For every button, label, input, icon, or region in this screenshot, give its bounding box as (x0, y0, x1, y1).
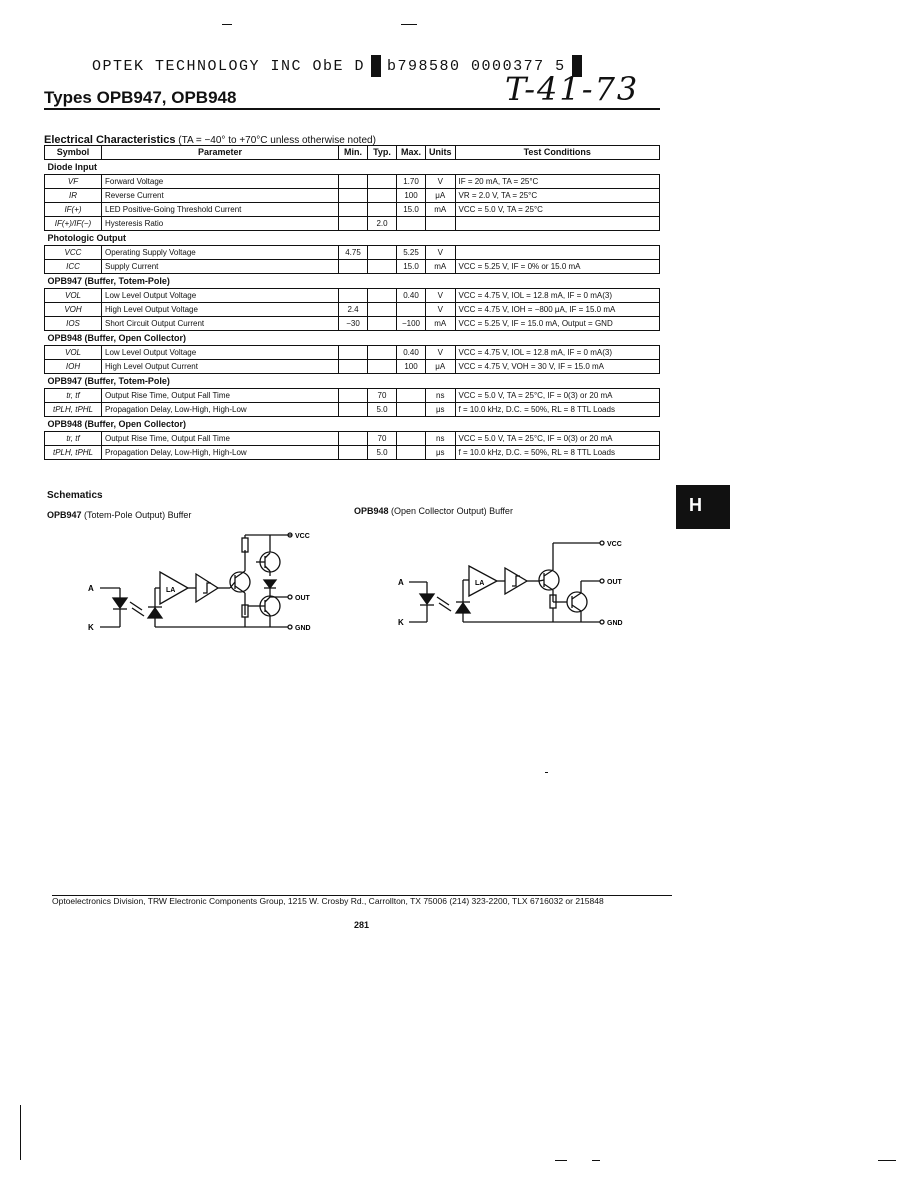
cell-parameter: Hysteresis Ratio (102, 217, 339, 231)
header-test-conditions: Test Conditions (455, 146, 660, 160)
cell-test-conditions: VR = 2.0 V, TA = 25°C (455, 189, 660, 203)
cell-test-conditions: f = 10.0 kHz, D.C. = 50%, RL = 8 TTL Loads (455, 403, 660, 417)
cell-units: μs (426, 403, 456, 417)
section-tab-h (676, 485, 730, 529)
cell-symbol: IF(+)/IF(−) (45, 217, 102, 231)
cell-units: mA (426, 260, 456, 274)
table-section-row (45, 417, 660, 432)
header-typ: Typ. (368, 146, 397, 160)
cell-min (339, 203, 368, 217)
gnd-label: GND (295, 625, 311, 632)
cell-min: 2.4 (339, 303, 368, 317)
cell-units: μA (426, 189, 456, 203)
cell-parameter: Reverse Current (102, 189, 339, 203)
scan-speck (592, 1160, 600, 1161)
cell-test-conditions: VCC = 4.75 V, IOL = 12.8 mA, IF = 0 mA(3) (455, 289, 660, 303)
cell-symbol: IOS (45, 317, 102, 331)
page-title: Types OPB947, OPB948 (44, 88, 237, 107)
table-row (45, 246, 660, 260)
cell-max: 15.0 (397, 203, 426, 217)
header-company: OPTEK TECHNOLOGY INC ObE D (92, 57, 366, 75)
table-row (45, 217, 660, 231)
cell-symbol: tr, tf (45, 432, 102, 446)
cell-test-conditions: VCC = 4.75 V, VOH = 30 V, IF = 15.0 mA (455, 360, 660, 374)
cell-units: V (426, 303, 456, 317)
cell-max (397, 217, 426, 231)
cell-typ: 70 (368, 389, 397, 403)
page-number: 281 (354, 920, 370, 930)
cell-max (397, 446, 426, 460)
opb948-schematic (395, 530, 635, 640)
cell-max: 1.70 (397, 175, 426, 189)
cell-symbol: tPLH, tPHL (45, 403, 102, 417)
cell-units: μA (426, 360, 456, 374)
cell-symbol: tr, tf (45, 389, 102, 403)
header-max: Max. (397, 146, 426, 160)
cell-min (339, 432, 368, 446)
table-row (45, 175, 660, 189)
cell-min (339, 175, 368, 189)
cell-test-conditions: IF = 20 mA, TA = 25°C (455, 175, 660, 189)
cell-parameter: Supply Current (102, 260, 339, 274)
table-row (45, 303, 660, 317)
section-title: Diode Input (47, 162, 97, 173)
cell-max: 15.0 (397, 260, 426, 274)
cell-units: V (426, 289, 456, 303)
cell-parameter: Low Level Output Voltage (102, 346, 339, 360)
anode-label: A (398, 578, 404, 587)
cell-units: ns (426, 389, 456, 403)
cell-symbol: VOL (45, 346, 102, 360)
out-label: OUT (607, 579, 622, 586)
cell-parameter: High Level Output Voltage (102, 303, 339, 317)
cell-min (339, 346, 368, 360)
opb947-schematic (80, 520, 330, 640)
cell-max (397, 389, 426, 403)
table-row (45, 346, 660, 360)
title-rule (44, 108, 660, 110)
cell-symbol: VOH (45, 303, 102, 317)
cell-symbol: ICC (45, 260, 102, 274)
table-row (45, 432, 660, 446)
cell-test-conditions (455, 217, 660, 231)
table-section-row (45, 331, 660, 346)
opb948-caption-part: OPB948 (354, 506, 389, 516)
cell-symbol: tPLH, tPHL (45, 446, 102, 460)
cell-min (339, 217, 368, 231)
amplifier-label: LA (475, 580, 485, 587)
table-row (45, 203, 660, 217)
cell-test-conditions (455, 246, 660, 260)
table-row (45, 189, 660, 203)
cell-min (339, 189, 368, 203)
cell-typ (368, 289, 397, 303)
cell-parameter: High Level Output Current (102, 360, 339, 374)
cell-max: 5.25 (397, 246, 426, 260)
cell-min: 4.75 (339, 246, 368, 260)
electrical-characteristics-table (44, 145, 660, 460)
cell-typ (368, 189, 397, 203)
cell-units: V (426, 246, 456, 260)
vcc-label: VCC (607, 541, 622, 548)
cell-units: V (426, 346, 456, 360)
scan-speck (545, 772, 548, 773)
cell-test-conditions: f = 10.0 kHz, D.C. = 50%, RL = 8 TTL Loads (455, 446, 660, 460)
cell-test-conditions: VCC = 5.0 V, TA = 25°C, IF = 0(3) or 20 mA (455, 432, 660, 446)
opb947-caption (47, 510, 191, 520)
section-title: OPB948 (Buffer, Open Collector) (47, 419, 187, 430)
table-section-row (45, 160, 660, 175)
anode-label: A (88, 584, 94, 593)
cell-symbol: VF (45, 175, 102, 189)
cell-parameter: LED Positive-Going Threshold Current (102, 203, 339, 217)
header-parameter: Parameter (102, 146, 339, 160)
cell-typ (368, 317, 397, 331)
cell-typ (368, 303, 397, 317)
cell-min (339, 260, 368, 274)
table-row (45, 446, 660, 460)
cell-test-conditions: VCC = 5.0 V, TA = 25°C (455, 203, 660, 217)
cell-parameter: Short Circuit Output Current (102, 317, 339, 331)
table-section-row (45, 374, 660, 389)
cell-units: ns (426, 432, 456, 446)
section-title: OPB948 (Buffer, Open Collector) (47, 333, 187, 344)
cell-symbol: IR (45, 189, 102, 203)
cell-symbol: VOL (45, 289, 102, 303)
cell-typ (368, 175, 397, 189)
header-symbol: Symbol (45, 146, 102, 160)
vcc-label: VCC (295, 533, 310, 540)
cell-symbol: IF(+) (45, 203, 102, 217)
cell-typ: 5.0 (368, 403, 397, 417)
section-title: Photologic Output (47, 233, 126, 244)
ec-title-bold: Electrical Characteristics (44, 134, 176, 146)
cell-typ: 2.0 (368, 217, 397, 231)
table-row (45, 289, 660, 303)
cell-typ: 5.0 (368, 446, 397, 460)
cell-typ (368, 346, 397, 360)
table-row (45, 260, 660, 274)
ec-title-conditions: (TA = −40° to +70°C unless otherwise noted) (178, 135, 376, 146)
section-tab-letter: H (689, 495, 702, 515)
scan-speck (222, 24, 232, 25)
cell-parameter: Forward Voltage (102, 175, 339, 189)
table-section-row (45, 274, 660, 289)
redaction-block (371, 55, 381, 77)
cell-typ: 70 (368, 432, 397, 446)
section-title: OPB947 (Buffer, Totem-Pole) (47, 276, 170, 287)
cell-min (339, 360, 368, 374)
opb947-caption-part: OPB947 (47, 510, 82, 520)
opb948-caption (354, 506, 513, 516)
table-header-row (45, 146, 660, 160)
cell-symbol: VCC (45, 246, 102, 260)
cell-parameter: Propagation Delay, Low-High, High-Low (102, 403, 339, 417)
cell-max: −100 (397, 317, 426, 331)
cell-test-conditions: VCC = 5.0 V, TA = 25°C, IF = 0(3) or 20 mA (455, 389, 660, 403)
cell-min (339, 389, 368, 403)
section-title: OPB947 (Buffer, Totem-Pole) (47, 376, 170, 387)
header-units: Units (426, 146, 456, 160)
cell-test-conditions: VCC = 5.25 V, IF = 0% or 15.0 mA (455, 260, 660, 274)
cell-parameter: Output Rise Time, Output Fall Time (102, 389, 339, 403)
cell-typ (368, 260, 397, 274)
cell-parameter: Output Rise Time, Output Fall Time (102, 432, 339, 446)
handwritten-note: T-41-73 (505, 70, 640, 108)
cell-units: mA (426, 203, 456, 217)
cell-max (397, 403, 426, 417)
cell-units (426, 217, 456, 231)
cathode-label: K (398, 618, 404, 627)
amplifier-label: LA (166, 587, 176, 594)
cell-units: μs (426, 446, 456, 460)
table-row (45, 360, 660, 374)
cell-test-conditions: VCC = 4.75 V, IOH = −800 μA, IF = 15.0 mA (455, 303, 660, 317)
cell-min (339, 289, 368, 303)
table-row (45, 389, 660, 403)
header-min: Min. (339, 146, 368, 160)
cell-max (397, 303, 426, 317)
opb948-caption-desc: (Open Collector Output) Buffer (391, 506, 513, 516)
cell-parameter: Low Level Output Voltage (102, 289, 339, 303)
gnd-label: GND (607, 620, 623, 627)
cell-symbol: IOH (45, 360, 102, 374)
footer-address: Optoelectronics Division, TRW Electronic Components Group, 1215 W. Crosby Rd., Carrollton, TX 75006 (214) 323-2200, TLX 6716032 or 215848 (52, 896, 604, 906)
cell-typ (368, 360, 397, 374)
table-section-row (45, 231, 660, 246)
header-doc-code: b798580 0000377 5 (387, 57, 566, 75)
cell-max: 100 (397, 189, 426, 203)
cell-max (397, 432, 426, 446)
schematics-title: Schematics (47, 490, 103, 501)
cathode-label: K (88, 623, 94, 632)
cell-units: mA (426, 317, 456, 331)
cell-min: −30 (339, 317, 368, 331)
cell-min (339, 403, 368, 417)
cell-typ (368, 203, 397, 217)
cell-test-conditions: VCC = 4.75 V, IOL = 12.8 mA, IF = 0 mA(3) (455, 346, 660, 360)
scan-speck (401, 24, 417, 25)
cell-test-conditions: VCC = 5.25 V, IF = 15.0 mA, Output = GND (455, 317, 660, 331)
cell-parameter: Operating Supply Voltage (102, 246, 339, 260)
scan-speck (555, 1160, 567, 1161)
scan-speck (878, 1160, 896, 1161)
cell-units: V (426, 175, 456, 189)
cell-parameter: Propagation Delay, Low-High, High-Low (102, 446, 339, 460)
cell-min (339, 446, 368, 460)
table-row (45, 403, 660, 417)
cell-typ (368, 246, 397, 260)
table-row (45, 317, 660, 331)
cell-max: 0.40 (397, 346, 426, 360)
opb947-caption-desc: (Totem-Pole Output) Buffer (84, 510, 192, 520)
scan-edge (20, 1105, 21, 1160)
cell-max: 100 (397, 360, 426, 374)
out-label: OUT (295, 595, 310, 602)
cell-max: 0.40 (397, 289, 426, 303)
